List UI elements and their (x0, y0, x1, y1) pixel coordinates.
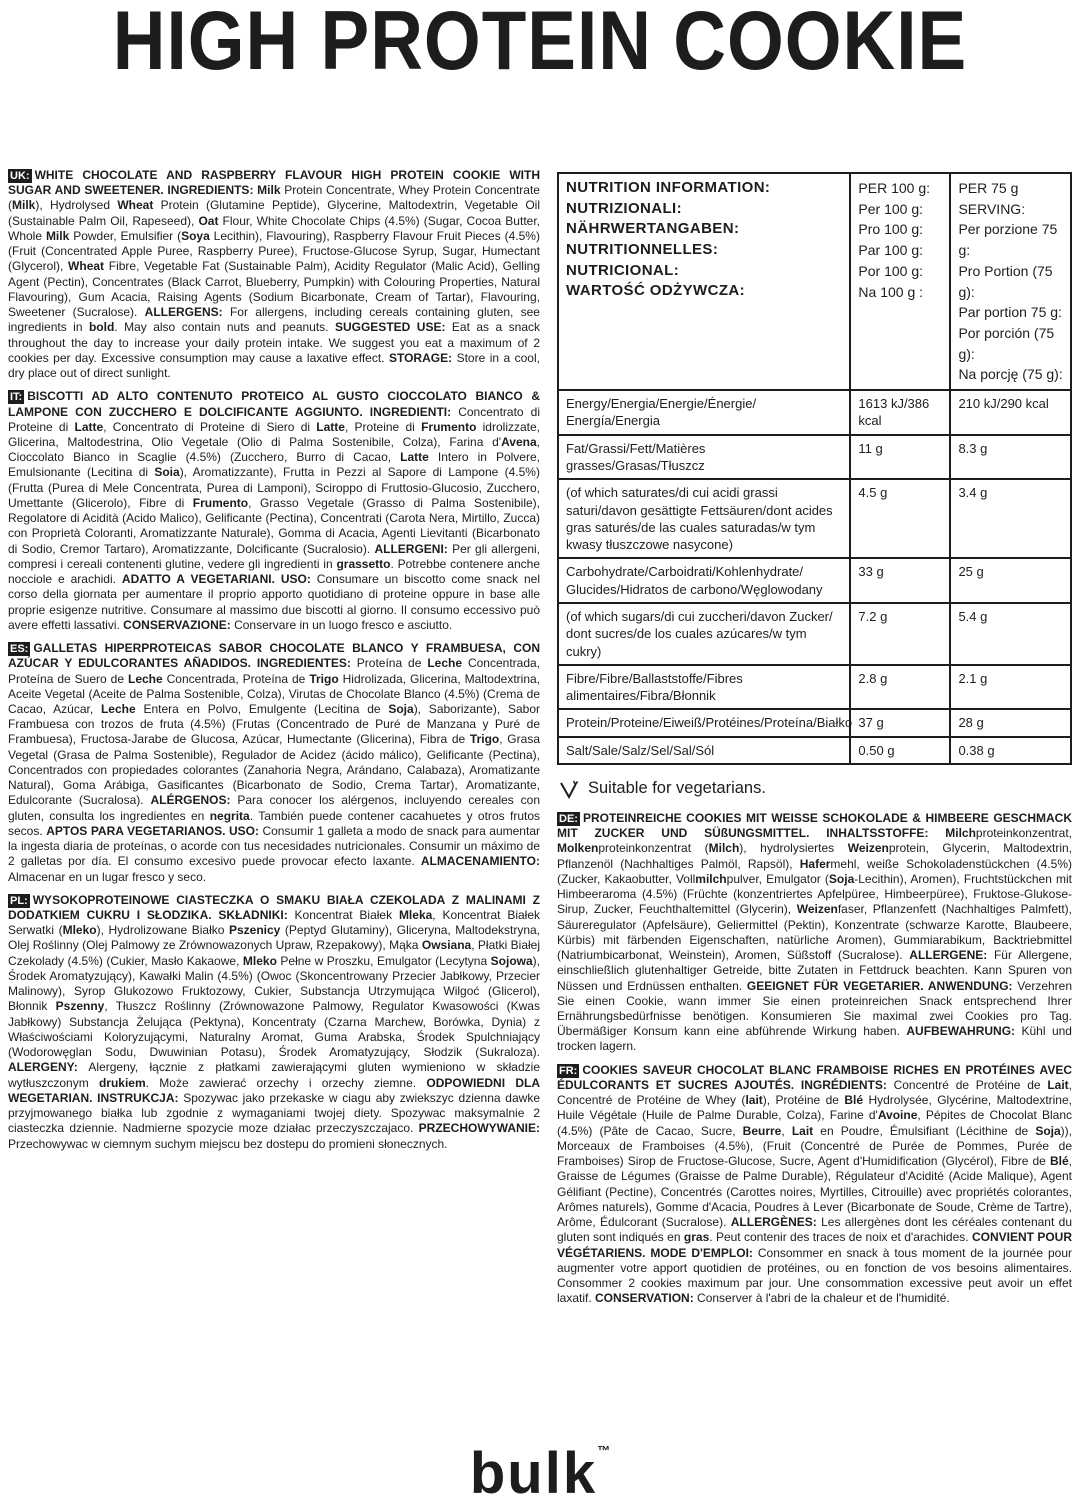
ingredients-fr (557, 1063, 1072, 1307)
nutrient-per100-value: 4.5 g (850, 479, 950, 558)
nutrient-per75-value: 3.4 g (950, 479, 1071, 558)
ingredients-de (557, 811, 1072, 1055)
trademark-symbol: ™ (597, 1442, 611, 1458)
nutrition-row (558, 390, 1071, 435)
nutrient-per100-value: 33 g (850, 558, 950, 603)
vegetarian-v-icon (559, 779, 579, 799)
nutrient-per75-value: 5.4 g (950, 603, 1071, 665)
nutrient-label: (of which sugars/di cui zuccheri/davon Zucker/ dont sucres/de los cuales azúcares/w tym cukry) (558, 603, 850, 665)
nutrition-row (558, 479, 1071, 558)
ingredients-fr-text: COOKIES SAVEUR CHOCOLAT BLANC FRAMBOISE RICHES EN PROTÉINES AVEC ÉDULCORANTS ET SUCRES AJOUTÉS. INGRÉDIENTS: Concentré de Protéine de Lait, Concentré de Protéine de Whey (lait), Protéine de Blé Hydrolysée, Glycérine, Maltodextrine, Huile Végétale (Huile de Palme Durable, Colza), Farine d'Avoine, Pépites de Chocolat Blanc (4.5%) (Pâte de Cacao, Sucre, Beurre, Lait en Poudre, Émulsifiant (Lécithine de Soja)), Morceaux de Framboises (4.5%), (Fruit (Concentré de Purée de Pommes, Purée de Framboises) Sirop de Fructose-Glucose, Sucre, Agent d'Humidification (Glycérol), Fibre de Blé, Graisse de Légumes (Graisse de Palme Durable), Régulateur d'Acidité (Acide Malique), Agent Gélifiant (Pectine), Concentrés (Carottes noires, Myrtilles, Citrouille) avec propriétés colorantes, Arômes naturels), Gomme d'Acacia, Poudres à Lever (Bicarbonate de Soude, Crème de Tartre), Arôme, Édulcorant (Sucralose). ALLERGÈNES: Les allergènes dont les céréales contenant du gluten sont indiqués en gras. Peut contenir des traces de noix et d'arachides. CONVIENT POUR VÉGÉTARIENS. MODE D'EMPLOI: Consommer en snack à tous moment de la journée pour augmenter votre apport quotidien de protéines, ou en fonction de vos besoins alimentaires. Consommer 2 cookies maximum par jour. Une consommation excessive peut avoir un effet laxatif. CONSERVATION: Conserver à l'abri de la chaleur et de l'humidité. (557, 1062, 1072, 1306)
nutrient-per100-value: 0.50 g (850, 737, 950, 764)
nutrient-per75-value: 8.3 g (950, 435, 1071, 480)
nutrition-table-body (558, 390, 1071, 764)
nutrient-per100-value: 2.8 g (850, 665, 950, 710)
nutrient-per75-value: 2.1 g (950, 665, 1071, 710)
nutrient-per75-value: 25 g (950, 558, 1071, 603)
ingredients-it (8, 389, 540, 633)
lang-tag-uk: UK: (10, 170, 30, 182)
ingredients-es-text: GALLETAS HIPERPROTEICAS SABOR CHOCOLATE BLANCO Y FRAMBUESA, CON AZÚCAR Y EDULCORANTES AÑADIDOS. INGREDIENTES: Proteína de Leche Concentrada, Proteína de Suero de Leche Concentrada, Proteína de Trigo Hidrolizada, Glicerina, Maltodextrina, Aceite Vegetal (Aceite de Palma Sostenible, Colza), Virutas de Chocolate Blanco (4.5%) (Crema de Cacao, Azúcar, Leche Entera en Polvo, Emulgente (Lecitina de Soja), Saborizante), Sabor Frambuesa con trozos de fruta (4.5%) (Frutas (Concentrado de Puré de Manzana y Puré de Frambuesa), Fructosa-Jarabe de Glucosa, Azúcar, Humectante (Glicerina), Fibra de Trigo, Grasa Vegetal (Grasa de Palma Sostenible), Regulador de Acidez (ácido málico), Gelificante (Pectina), Concentrados con propiedades colorantes (Zanahoria Negra, Arándano, Calabaza), Aromatizante Natural), Goma Arábiga, Gasificantes (Bicarbonato de Sodio, Crema Tartar), Aromatizante, Edulcorante (Sucralosa). ALÉRGENOS: Para conocer los alérgenos, incluyendo cereales con gluten, consulta los ingredientes en negrita. También puede contener cacahuetes y otros frutos secos. APTOS PARA VEGETARIANOS. USO: Consumir 1 galleta a modo de snack para aumentar la ingesta diaria de proteínas, o acorde con tus necesidades nutricionales. Consumir un máximo de 2 galletas por día. El consumo excesivo puede provocar efecto laxante. ALMACENAMIENTO: Almacenar en un lugar fresco y seco. (8, 641, 541, 884)
label-columns (8, 168, 1072, 1314)
ingredients-pl-text: WYSOKOPROTEINOWE CIASTECZKA O SMAKU BIAŁA CZEKOLADA Z MALINAMI Z DODATKIEM CUKRU I SŁODZIKA. SKŁADNIKI: Koncentrat Białek Mleka, Koncentrat Białek Serwatki (Mleko), Hydrolizowane Białko Pszenicy (Peptyd Glutaminy), Gliceryna, Maltodekstryna, Olej Roślinny (Olej Palmowy ze Zrównowazonych Upraw, Rzepakowy), Mąka Owsiana, Płatki Białej Czekolady (4.5%) (Cukier, Masło Kakaowe, Mleko Pełne w Proszku, Emulgator (Lecytyna Sojowa), Środek Aromatyzujący), Kawałki Malin (4.5%) (Owoc (Skoncentrowany Przecier Jabłkowy, Przecier Malinowy), Syrop Glukozowo Fruktozowy, Cukier, Substancja Utrzymująca Wilgoć (Glicerol), Błonnik Pszenny, Tłuszcz Roślinny (Zrównowazone Palmowy, Regulator Kwasowości (Kwas Jabłkowy) Substancja Żelująca (Pektyna), Koncentraty (Czarna Marchew, Borówka, Dynia) z Właściwościami Koloryzującymi, Naturalny Aromat, Guma Arabska, Środek Spulchniający (Wodorowęglan Sodu, Dwuwinian Potasu), Środek Aromatyzujący, Słodzik (Sukraloza). ALERGENY: Alergeny, łącznie z płatkami zawierającymi gluten wymieniono w składzie wytłuszczonym drukiem. Może zawierać orzechy i orzechy ziemne. ODPOWIEDNI DLA WEGETARIAN. INSTRUKCJA: Spozywac jako przekaske w ciagu aby zwiekszyc dzienna dawke przyjmowanego białka lub zgodnie z wymaganiami twojej diety. Spozywac maksymalnie 2 ciasteczka dziennie. Nadmierne spozycie moze działac przeczyszczajaco. PRZECHOWYWANIE: Przechowywac w ciemnym suchym miejscu bez dostepu do promieni słonecznych. (8, 892, 541, 1151)
nutrition-table (557, 172, 1072, 765)
nutrient-label: Protein/Proteine/Eiweiß/Protéines/Proteína/Białko (558, 709, 850, 736)
nutrient-label: Fat/Grassi/Fett/Matières grasses/Grasas/Tłuszcz (558, 435, 850, 480)
nutrient-per100-value: 1613 kJ/386 kcal (850, 390, 950, 435)
nutrient-per75-value: 210 kJ/290 kcal (950, 390, 1071, 435)
ingredients-it-text: BISCOTTI AD ALTO CONTENUTO PROTEICO AL GUSTO CIOCCOLATO BIANCO & LAMPONE CON ZUCCHERO E DOLCIFICANTE AGGIUNTO. INGREDIENTI: Concentrato di Proteine di Latte, Concentrato di Proteine di Siero di Latte, Proteine di Frumento idrolizzate, Glicerina, Maltodestrina, Olio Vegetale (Olio di Palma Sostenibile, Colza), Farina d'Avena, Cioccolato Bianco in Scaglie (4.5%) (Zucchero, Burro di Cacao, Latte Intero in Polvere, Emulsionante (Lecitina di Soia), Aromatizzante), Frutta in Pezzi al Sapore di Lampone (4.5%) (Frutta (Purea di Mele Concentrata, Purea di Lamponi), Sciroppo di Fruttosio-Glucosio, Zucchero, Umettante (Glicerolo), Fibre di Frumento, Grasso Vegetale (Grasso di Palma Sostenibile), Regolatore di Acidità (Acido Malico), Gelificante (Pectina), Concentrati (Carota Nera, Mirtillo, Zucca) con Proprietà Coloranti, Aromatizzante Naturale), Gomma di Acacia, Agenti Lievitanti (Bicarbonato di Sodio, Cremor Tartaro), Aromatizzante, Dolcificante (Sucralosio). ALLERGENI: Per gli allergeni, compresi i cereali contenenti glutine, vedere gli ingredienti in grassetto. Potrebbe contenere anche nocciole e arachidi. ADATTO A VEGETARIANI. USO: Consumare un biscotto come snack nel corso della giornata per aumentare il proprio apporto quotidiano di proteine oppure in base alle proprie esigenze nutritive. Consumare al massimo due biscotti al giorno. Il consumo eccessivo può avere effetti lassativi. CONSERVAZIONE: Conservare in un luogo fresco e asciutto. (8, 389, 541, 632)
brand-logo (0, 1440, 1080, 1500)
lang-tag-es: ES: (10, 643, 29, 656)
ingredients-es (8, 641, 540, 885)
left-column (8, 168, 540, 1314)
lang-tag-pl: PL: (10, 894, 28, 907)
nutrient-label: Carbohydrate/Carboidrati/Kohlenhydrate/ Glucides/Hidratos de carbono/Węglowodany (558, 558, 850, 603)
nutrition-header-per100: PER 100 g: Per 100 g: Pro 100 g: Par 100 g: Por 100 g: Na 100 g : (850, 173, 950, 390)
nutrition-row (558, 603, 1071, 665)
lang-tag-fr: FR: (559, 1064, 578, 1077)
ingredients-pl (8, 893, 540, 1152)
nutrient-per100-value: 7.2 g (850, 603, 950, 665)
ingredients-uk (8, 168, 540, 381)
nutrient-label: (of which saturates/di cui acidi grassi saturi/davon gesättigte Fettsäuren/dont acides gras saturés/de las cuales saturadas/w tym kwasy tłuszczowe nasycone) (558, 479, 850, 558)
nutrition-row (558, 558, 1071, 603)
nutrition-row (558, 709, 1071, 736)
brand-name: bulk (469, 1440, 598, 1500)
nutrient-per100-value: 37 g (850, 709, 950, 736)
vegetarian-text: Suitable for vegetarians. (588, 779, 766, 798)
nutrient-label: Energy/Energia/Energie/Énergie/ Energía/Energia (558, 390, 850, 435)
nutrient-label: Fibre/Fibre/Ballaststoffe/Fibres alimentaires/Fibra/Błonnik (558, 665, 850, 710)
nutrient-label: Salt/Sale/Salz/Sel/Sal/Sól (558, 737, 850, 764)
nutrition-row (558, 737, 1071, 764)
nutrition-row (558, 665, 1071, 710)
nutrition-header-per75: PER 75 g SERVING: Per porzione 75 g: Pro Portion (75 g): Par portion 75 g: Por porción (75 g): Na porcję (75 g): (950, 173, 1071, 390)
nutrition-header-row (558, 173, 1071, 390)
lang-tag-de: DE: (559, 812, 578, 825)
ingredients-de-text: PROTEINREICHE COOKIES MIT WEISSE SCHOKOLADE & HIMBEERE GESCHMACK MIT ZUCKER UND SÜßUNGSMITTEL. INHALTSSTOFFE: Milchproteinkonzentrat, Molkenproteinkonzentrat (Milch), hydrolysiertes Weizenprotein, Glycerin, Maltodextrin, Pflanzenöl (Nachhaltiges Palmöl, Rapsöl), Hafermehl, weiße Schokoladenstückchen (4.5%) (Zucker, Kakaobutter, Vollmilchpulver, Emulgator (Soja-Lecithin), Aromen), Fruchtstückchen mit Himbeeraroma (4.5%) (Früchte (konzentriertes Apfelpüree, Himbeerpüree), Fruktose-Glukose-Sirup, Zucker, Feuchthaltemittel (Glycerin), Weizenfaser, Pflanzenfett (Nachhaltiges Palmfett), Säureregulator (Apfelsäure), Geliermittel (Pektin), Konzentrate (schwarze Karotte, Blaubeere, Kürbis) mit färbenden Eigenschaften, natürliche Aromen), Gummiarabikum, Backtriebmittel (Natriumbicarbonat, Weinstein), Aromen, Süßstoff (Sucralose). ALLERGENE: Für Allergene, einschließlich glutenhaltiger Getreide, bitte Zutaten in Fettdruck beachten. Kann Spuren von Nüssen und Erdnüssen enthalten. GEEIGNET FÜR VEGETARIER. ANWENDUNG: Verzehren Sie einen Cookie, wann immer Sie einen proteinreichen Snack entsprechend Ihrer Ernährungsbedürfnisse benötigen. Konsumieren Sie maximal zwei Cookies pro Tag. Übermäßiger Konsum kann eine abführende Wirkung haben. AUFBEWAHRUNG: Kühl und trocken lagern. (557, 810, 1073, 1054)
nutrition-header-labels: NUTRITION INFORMATION: NUTRIZIONALI: NÄHRWERTANGABEN: NUTRITIONNELLES: NUTRICIONAL: WARTOŚĆ ODŻYWCZA: (558, 173, 850, 390)
nutrition-row (558, 435, 1071, 480)
product-title: HIGH PROTEIN COOKIE (112, 0, 968, 88)
nutrient-per75-value: 28 g (950, 709, 1071, 736)
right-column (557, 168, 1072, 1314)
nutrient-per100-value: 11 g (850, 435, 950, 480)
nutrient-per75-value: 0.38 g (950, 737, 1071, 764)
lang-tag-it: IT: (10, 391, 23, 404)
vegetarian-note (559, 779, 1072, 799)
ingredients-uk-text: WHITE CHOCOLATE AND RASPBERRY FLAVOUR HIGH PROTEIN COOKIE WITH SUGAR AND SWEETENER. INGREDIENTS: Milk Protein Concentrate, Whey Protein Concentrate (Milk), Hydrolysed Wheat Protein (Glutamine Peptide), Glycerine, Maltodextrin, Vegetable Oil (Sustainable Palm Oil, Rapeseed), Oat Flour, White Chocolate Chips (4.5%) (Sugar, Cocoa Butter, Whole Milk Powder, Emulsifier (Soya Lecithin), Flavouring), Raspberry Flavour Fruit Pieces (4.5%) (Fruit (Concentrated Apple Puree, Raspberry Puree), Fructose-Glucose Syrup, Sugar, Humectant (Glycerol), Wheat Fibre, Vegetable Fat (Sustainable Palm), Acidity Regulator (Malic Acid), Gelling Agent (Pectin), Concentrates (Black Carrot, Blueberry, Pumpkin) with Colouring Properties, Natural Flavouring), Gum Acacia, Raising Agents (Sodium Bicarbonate, Cream of Tartar), Flavouring, Sweetener (Sucralose). ALLERGENS: For allergens, including cereals containing gluten, see ingredients in bold. May also contain nuts and peanuts. SUGGESTED USE: Eat as a snack throughout the day to increase your daily protein intake. We suggest you eat a maximum of 2 cookies per day. Excessive consumption may cause a laxative effect. STORAGE: Store in a cool, dry place out of direct sunlight. (8, 168, 540, 381)
